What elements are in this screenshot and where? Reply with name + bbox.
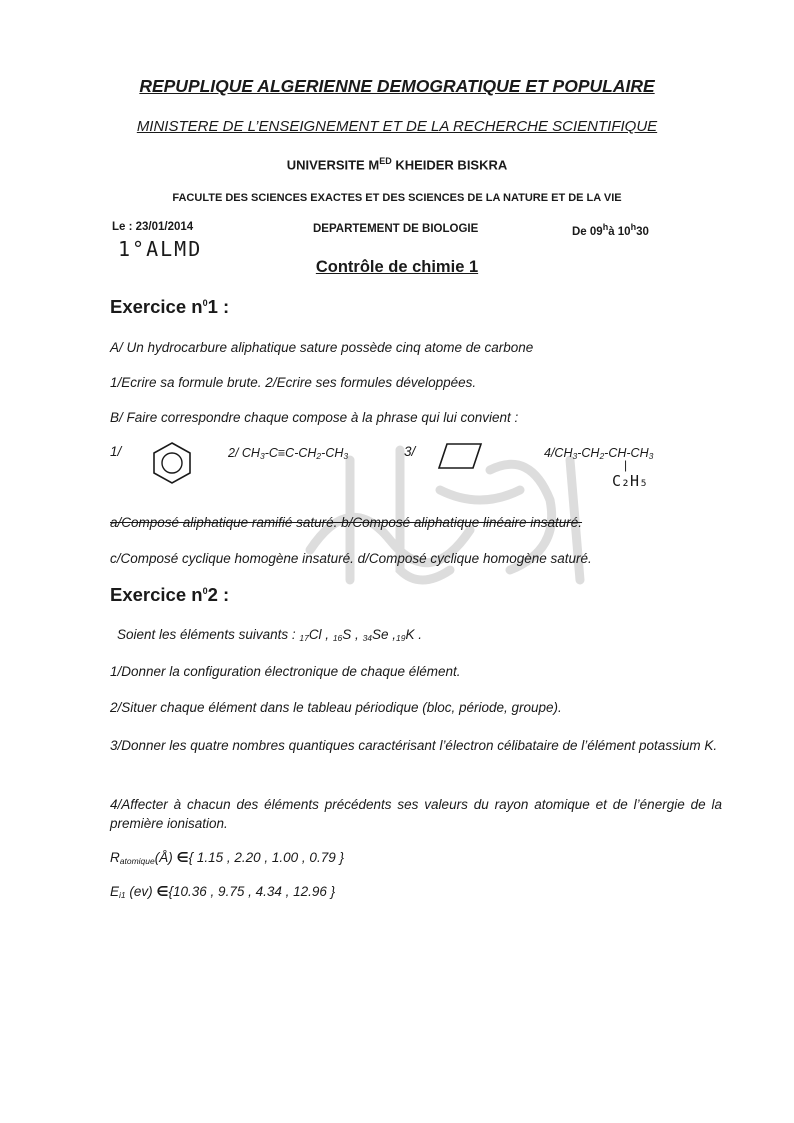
exam-class-handwritten: 1°ALMD (118, 237, 203, 261)
header-republic: REPUPLIQUE ALGERIENNE DEMOGRATIQUE ET POPULAIRE (139, 76, 655, 96)
exercise2-elements: Soient les éléments suivants : $_{17}$Cl , $_{16}$S , $_{34}$Se $,_{19}K$ . (117, 627, 423, 643)
compound-4-branch-bond: | (624, 458, 628, 472)
header-university: UNIVERSITE $M^{ED}$ KHEIDER BISKRA (286, 156, 508, 173)
membership-symbol-icon: ∈ (176, 850, 189, 865)
department-label: DEPARTEMENT DE BIOLOGIE (313, 223, 479, 235)
exercise1-question-b: B/ Faire correspondre chaque compose à la phrase qui lui convient : (110, 410, 519, 425)
compound-4-branch: C₂H₅ (612, 472, 649, 490)
exercise2-question-3: 3/Donner les quatre nombres quantiques caractérisant l’électron célibataire de l’élément potassium K. (110, 738, 718, 753)
exam-date: Le : 23/01/2014 (112, 221, 194, 233)
exam-time: De 09$^h$à 10$^h$30 (572, 222, 649, 238)
exercise2-question-2: 2/Situer chaque élément dans le tableau périodique (bloc, période, groupe). (110, 700, 562, 715)
exercise1-title: Exercice $n^01$ : (110, 296, 230, 317)
exercise1-question-a: A/ Un hydrocarbure aliphatique sature possède cinq atome de carbone (110, 340, 534, 355)
membership-symbol-icon: ∈ (156, 884, 169, 899)
header-faculty: FACULTE DES SCIENCES EXACTES ET DES SCIENCES DE LA NATURE ET DE LA VIE (172, 192, 622, 204)
exam-title: Contrôle de chimie 1 (315, 258, 479, 276)
ionization-energy-values: $E_{i1}$ (ev) ∈{10.36 , 9.75 , 4.34 , 12.96 } (110, 884, 336, 900)
exercise2-title: Exercice $n^02$ : (110, 584, 230, 605)
exercise1-options-ab: a/Composé aliphatique ramifié saturé. b/Composé aliphatique linéaire insaturé. (110, 515, 583, 530)
exercise1-question-1-2: 1/Ecrire sa formule brute. 2/Ecrire ses formules développées. (110, 375, 477, 390)
cyclobutane-ring-icon (437, 441, 483, 471)
benzene-ring-icon (150, 440, 194, 486)
atomic-radius-values: $R_{atomique}(Å)$ ∈{ 1.15 , 2.20 , 1.00 , 0.79 } (110, 850, 344, 866)
header-ministry: MINISTERE DE L’ENSEIGNEMENT ET DE LA RECHERCHE SCIENTIFIQUE (136, 118, 658, 135)
compound-1-label: 1/ (110, 444, 122, 459)
compound-2-formula: 2/ $CH_3-C\equiv C-CH_2-CH_3$ (228, 446, 349, 461)
exercise2-question-1: 1/Donner la configuration électronique de chaque élément. (110, 664, 461, 679)
compound-3-label: 3/ (404, 444, 416, 459)
compound-4-formula: $4/CH_3-CH_2-CH-CH_3$ (544, 446, 654, 461)
exercise1-options-cd: c/Composé cyclique homogène insaturé. d/Composé cyclique homogène saturé. (110, 551, 592, 566)
exercise2-question-4: 4/Affecter à chacun des éléments précédents ses valeurs du rayon atomique et de l’énergie de la première ionisation. (110, 797, 722, 831)
